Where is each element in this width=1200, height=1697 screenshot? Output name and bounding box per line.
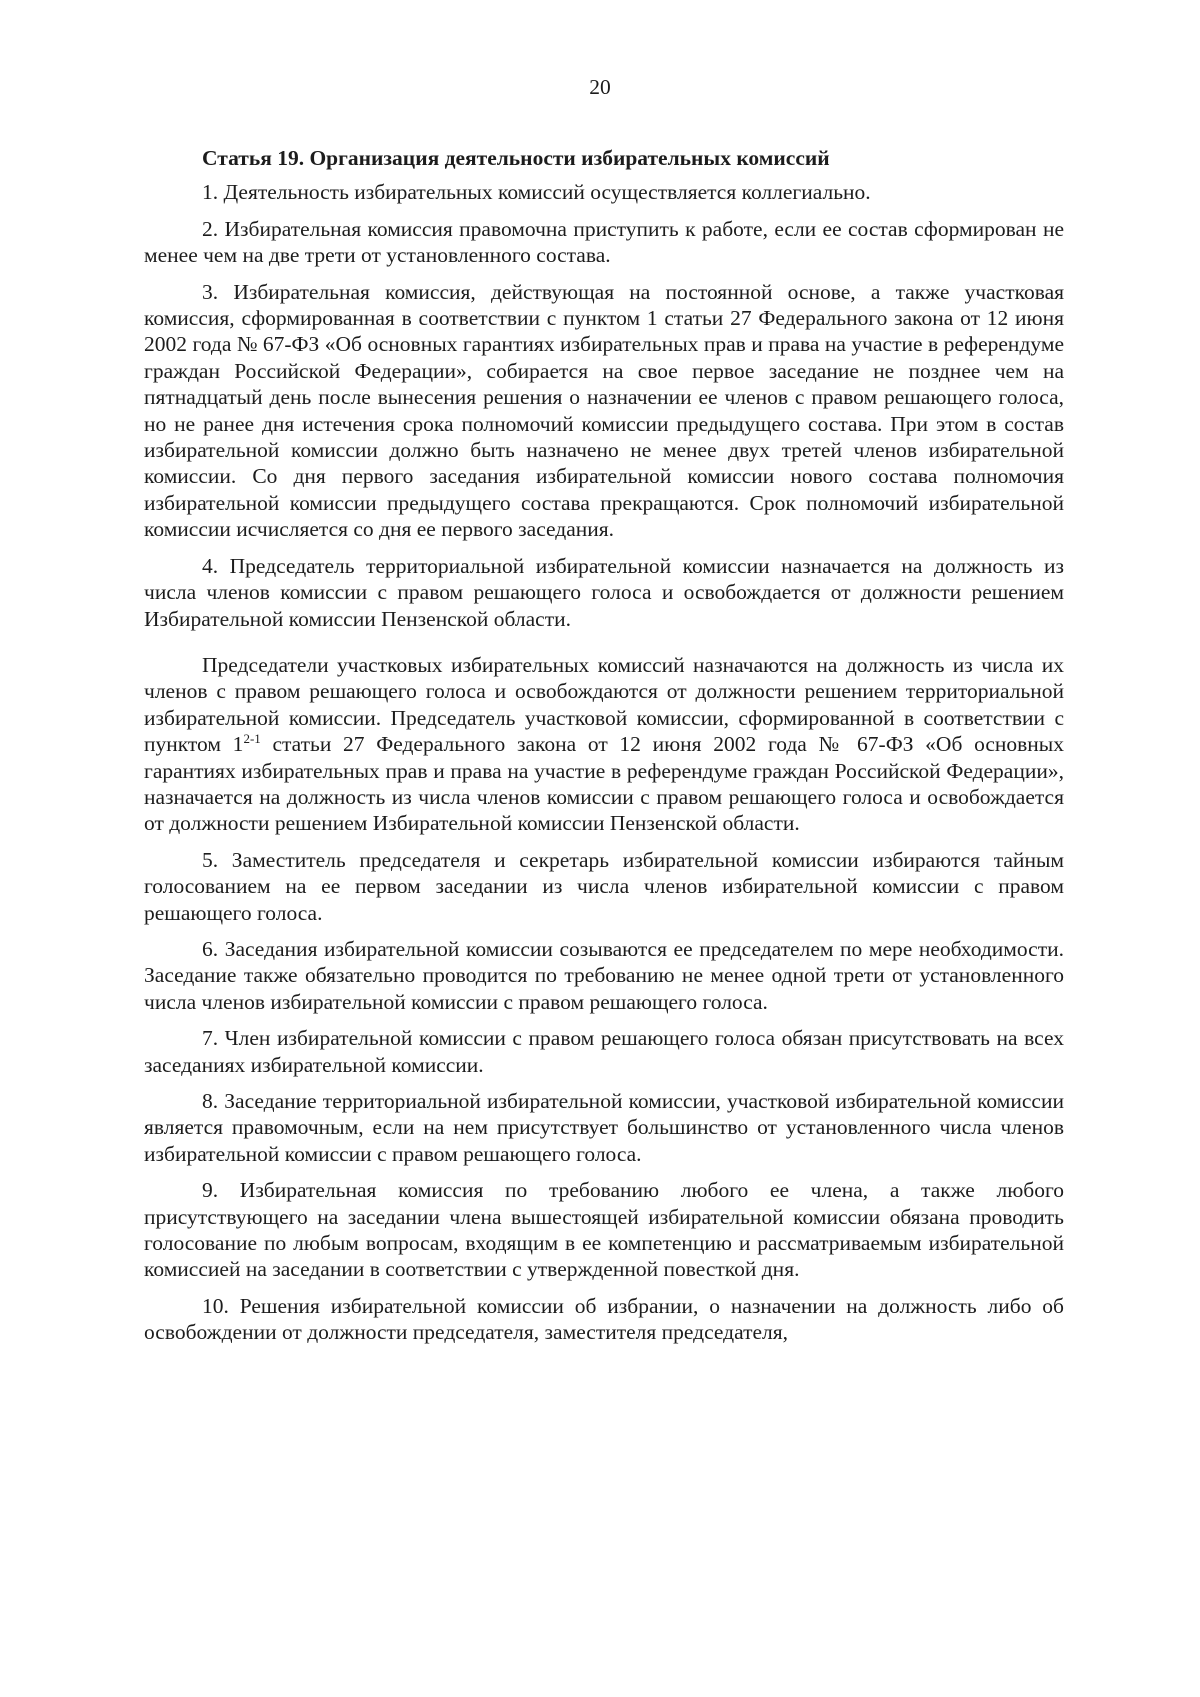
paragraph-4-continued-text: Председатели участковых избирательных комиссий назначаются на должность из числа их членов с правом решающего голоса и освобождаются от должности решением территориальной избирательной комиссии. Председатель участковой комиссии, сформированной в соответствии с пунктом 1	[144, 652, 1064, 757]
paragraph-9: 9. Избирательная комиссия по требованию любого ее члена, а также любого присутствующего на заседании члена вышестоящей избирательной комиссии обязана проводить голосование по любым вопросам, входящим в ее компетенцию и рассматриваемым избирательной комиссией на заседании в соответствии с утвержденной повесткой дня.	[144, 1178, 1064, 1282]
article-title: Статья 19. Организация деятельности избирательных комиссий	[202, 146, 830, 170]
paragraph-10: 10. Решения избирательной комиссии об избрании, о назначении на должность либо об освобождении от должности председателя, заместителя председателя,	[144, 1293, 1064, 1345]
paragraph-6: 6. Заседания избирательной комиссии созываются ее председателем по мере необходимости. Заседание также обязательно проводится по требованию не менее одной трети от установленного числа членов избирательной комиссии с правом решающего голоса.	[144, 936, 1064, 1014]
document-body	[144, 145, 1064, 1356]
paragraph-4-continued	[144, 652, 1064, 837]
page-number: 20	[589, 75, 611, 99]
paragraph-1: 1. Деятельность избирательных комиссий осуществляется коллегиально.	[202, 180, 871, 205]
paragraph-4: 4. Председатель территориальной избирательной комиссии назначается на должность из числа членов комиссии с правом решающего голоса и освобождается от должности решением Избирательной комиссии Пензенской области.	[144, 553, 1064, 631]
paragraph-3: 3. Избирательная комиссия, действующая на постоянной основе, а также участковая комиссия, сформированная в соответствии с пунктом 1 статьи 27 Федерального закона от 12 июня 2002 года № 67-ФЗ «Об основных гарантиях избирательных прав и права на участие в референдуме граждан Российской Федерации», собирается на свое первое заседание не позднее чем на пятнадцатый день после вынесения решения о назначении ее членов с правом решающего голоса, но не ранее дня истечения срока полномочий комиссии предыдущего состава. При этом в состав избирательной комиссии должно быть назначено не менее двух третей членов избирательной комиссии. Со дня первого заседания избирательной комиссии нового состава полномочия избирательной комиссии предыдущего состава прекращаются. Срок полномочий избирательной комиссии исчисляется со дня ее первого заседания.	[144, 279, 1064, 542]
paragraph-5: 5. Заместитель председателя и секретарь избирательной комиссии избираются тайным голосованием на ее первом заседании из числа членов избирательной комиссии с правом решающего голоса.	[144, 847, 1064, 925]
paragraph-8: 8. Заседание территориальной избирательной комиссии, участковой избирательной комиссии является правомочным, если на нем присутствует большинство от установленного числа членов избирательной комиссии с правом решающего голоса.	[144, 1089, 1064, 1166]
superscript-clause-number: 2-1	[243, 730, 261, 746]
paragraph-7: 7. Член избирательной комиссии с правом решающего голоса обязан присутствовать на всех заседаниях избирательной комиссии.	[144, 1026, 1064, 1077]
paragraph-2: 2. Избирательная комиссия правомочна приступить к работе, если ее состав сформирован не менее чем на две трети от установленного состава.	[144, 216, 1064, 268]
paragraph-4-continued-text-end: статьи 27 Федерального закона от 12 июня 2002 года № 67-ФЗ «Об основных гарантиях избирательных прав и права на участие в референдуме граждан Российской Федерации», назначается на должность из числа членов комиссии с правом решающего голоса и освобождается от должности решением Избирательной комиссии Пензенской области.	[144, 732, 1065, 836]
